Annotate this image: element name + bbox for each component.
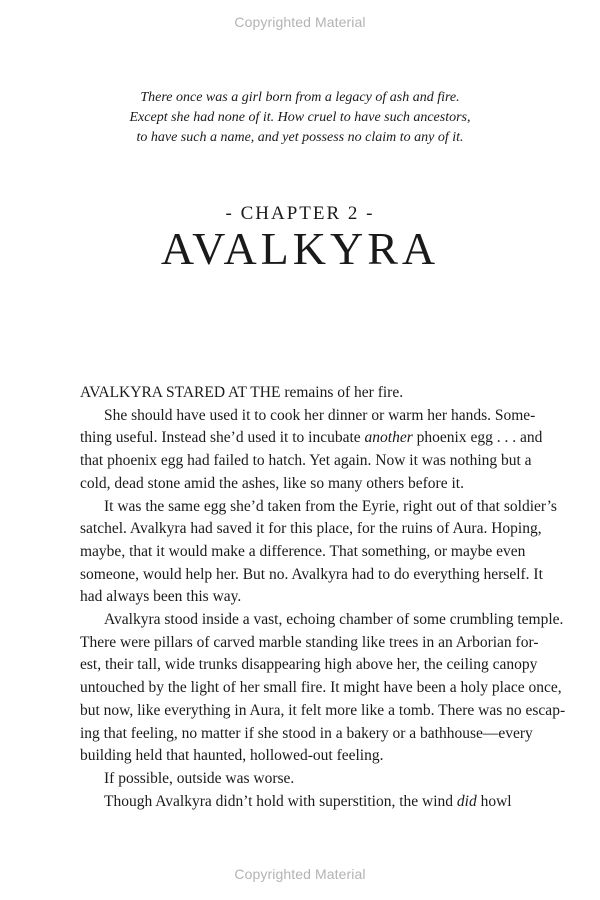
text-line: There were pillars of carved marble standing like trees in an Arborian for- (80, 633, 539, 651)
paragraph (80, 609, 566, 768)
text-line: thing useful. Instead she’d used it to incubate another phoenix egg . . . and (80, 429, 543, 447)
text-line: Though Avalkyra didn’t hold with superstition, the wind did howl (104, 792, 512, 810)
text-line: If possible, outside was worse. (104, 769, 295, 787)
text-line: cold, dead stone amid the ashes, like so many others before it. (80, 474, 464, 492)
paragraph (80, 382, 520, 405)
emphasis: did (456, 792, 477, 810)
text-line: It was the same egg she’d taken from the Eyrie, right out of that soldier’s (104, 497, 557, 515)
paragraph (80, 791, 520, 814)
paragraph (80, 496, 557, 610)
chapter-body-text (80, 382, 566, 813)
text-line: building held that haunted, hollowed-out feeling. (80, 747, 384, 765)
text-line: untouched by the light of her small fire. It might have been a holy place once, (80, 679, 562, 697)
epigraph-line: Except she had none of it. How cruel to have such ancestors, (129, 110, 471, 125)
chapter-title: AVALKYRA (160, 223, 440, 274)
epigraph-line: to have such a name, and yet possess no claim to any of it. (136, 130, 464, 145)
chapter-number: - CHAPTER 2 - (225, 203, 375, 224)
emphasis: another (364, 429, 413, 447)
text-line: that phoenix egg had failed to hatch. Yet again. Now it was nothing but a (80, 452, 532, 470)
text-line: She should have used it to cook her dinner or warm her hands. Some- (104, 406, 536, 424)
copyright-watermark-top: Copyrighted Material (234, 14, 366, 30)
text-line: maybe, that it would make a difference. That something, or maybe even (80, 542, 526, 560)
paragraph (80, 768, 520, 791)
paragraph (80, 405, 543, 496)
text-line: AVALKYRA STARED AT THE remains of her fire. (80, 384, 404, 401)
text-line: had always been this way. (80, 588, 242, 606)
epigraph-line: There once was a girl born from a legacy of ash and fire. (140, 90, 460, 105)
text-line: but now, like everything in Aura, it felt more like a tomb. There was no escap- (80, 701, 566, 719)
text-line: ing that feeling, no matter if she stood in a bakery or a bathhouse—every (80, 724, 533, 742)
text-line: someone, would help her. But no. Avalkyra had to do everything herself. It (80, 565, 543, 583)
text-line: satchel. Avalkyra had saved it for this place, for the ruins of Aura. Hoping, (80, 520, 542, 538)
epigraph (0, 88, 600, 148)
text-line: Avalkyra stood inside a vast, echoing chamber of some crumbling temple. (104, 611, 564, 629)
copyright-watermark-bottom: Copyrighted Material (234, 866, 366, 882)
text-line: est, their tall, wide trunks disappearing high above her, the ceiling canopy (80, 656, 538, 674)
